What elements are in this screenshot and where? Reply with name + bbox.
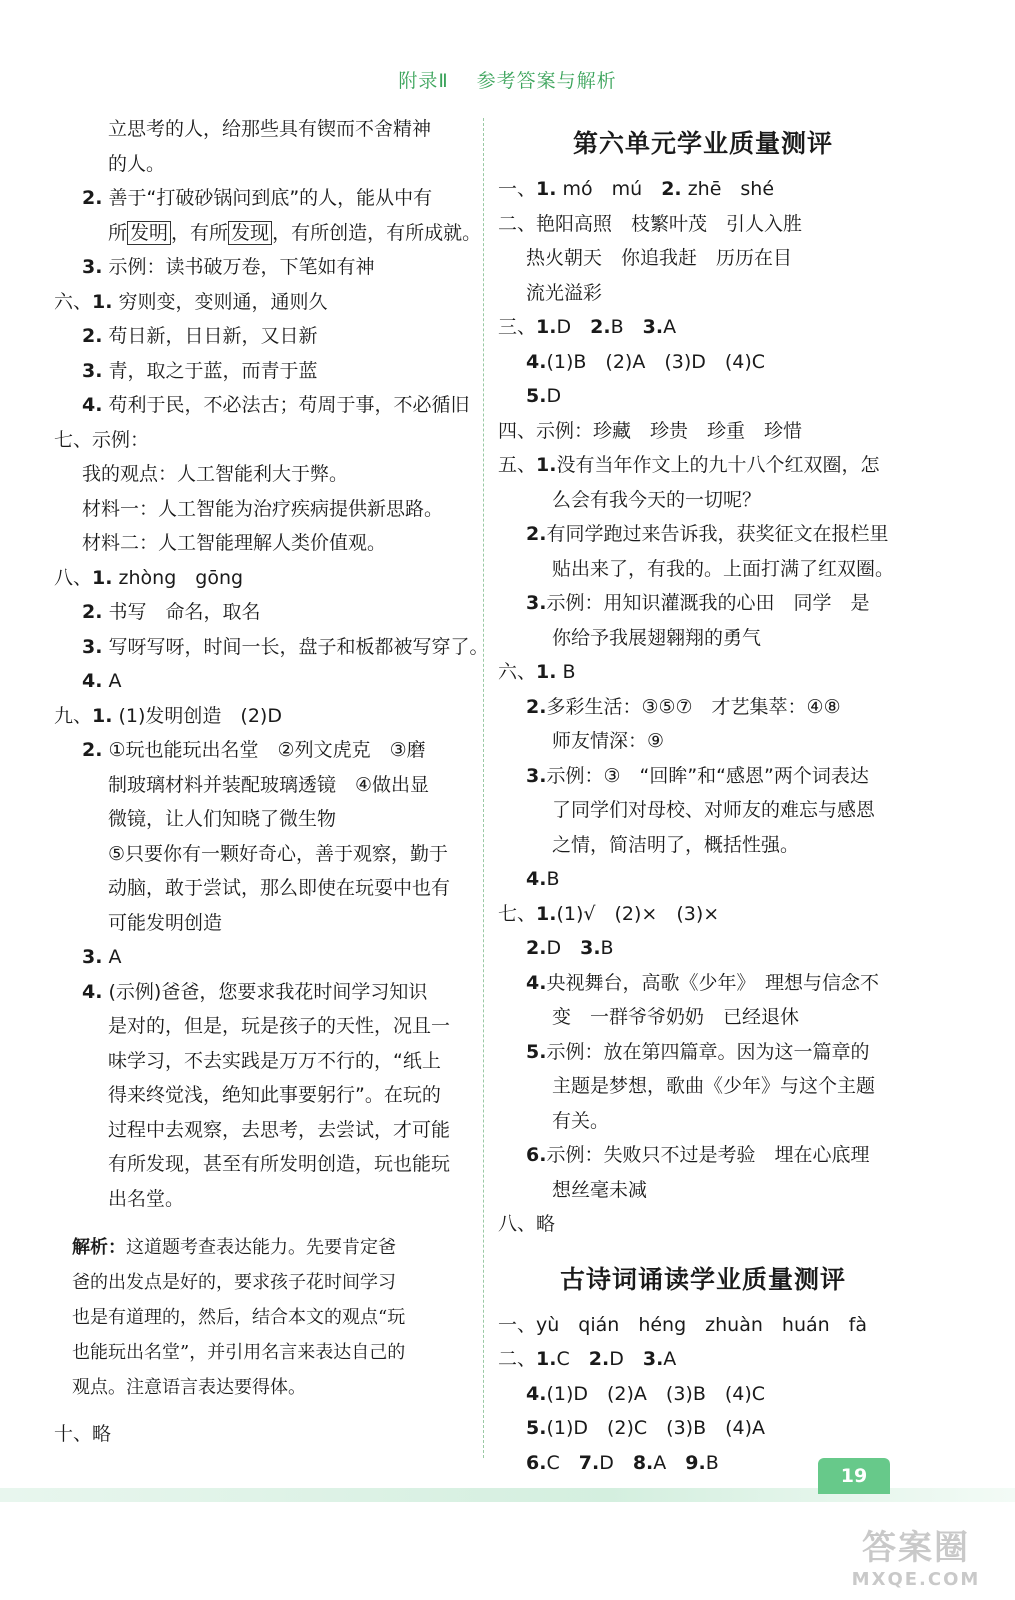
item-number: 3.	[642, 1348, 664, 1370]
answer-line	[54, 664, 464, 699]
section-prefix: 五、	[498, 454, 537, 476]
answer-line: 流光溢彩	[526, 281, 603, 304]
item-number: 3.	[526, 764, 547, 787]
answer-line	[498, 1411, 908, 1446]
answer-line: 的人。	[108, 152, 166, 175]
answer-line	[498, 448, 908, 483]
answer-line: 想丝毫未减	[552, 1178, 648, 1201]
answer-line: 动脑，敢于尝试，那么即使在玩耍中也有	[108, 877, 451, 899]
item-number: 2.	[526, 523, 547, 545]
section-prefix: 七、	[54, 428, 93, 451]
answer-text: 所	[108, 221, 128, 244]
answer-line	[498, 966, 908, 1001]
answer-line: 我的观点：人工智能利大于弊。	[82, 463, 349, 485]
item-number: 3.	[82, 256, 103, 278]
answer-text: 示例：失败只不过是考验 埋在心底理	[546, 1144, 870, 1166]
item-number: 3.	[642, 316, 664, 338]
answer-text: C	[546, 1451, 579, 1474]
answer-line	[498, 1207, 908, 1242]
item-number: 1.	[536, 316, 557, 338]
answer-text: (1)发明创造 (2)D	[118, 704, 282, 727]
answer-text: D	[556, 316, 591, 338]
answer-line	[498, 690, 908, 725]
boxed-word: 发现	[228, 221, 272, 245]
item-number: 3.	[82, 946, 103, 968]
answer-line: 味学习，不去实践是万万不行的，“纸上	[108, 1049, 441, 1072]
section-prefix: 十、	[54, 1423, 93, 1445]
answer-text: 示例：用知识灌溉我的心田 同学 是	[546, 592, 870, 614]
answer-line	[54, 388, 470, 423]
item-number: 3.	[526, 592, 547, 614]
item-number: 4.	[526, 350, 547, 373]
answer-line	[498, 345, 908, 380]
item-number: 2.	[82, 739, 103, 761]
answer-text: 苟利于民，不必法古；苟周于事，不必循旧	[108, 394, 470, 416]
answer-line	[54, 699, 464, 734]
section-prefix: 一、	[498, 1313, 537, 1336]
answer-text: A	[108, 670, 122, 692]
item-number: 4.	[82, 670, 103, 692]
answer-line: 过程中去观察，去思考，去尝试，才可能	[108, 1118, 451, 1141]
item-number: 2.	[526, 937, 547, 959]
section-title: 第六单元学业质量测评	[572, 129, 833, 158]
answer-line	[54, 250, 464, 285]
answer-line	[498, 207, 908, 242]
answer-line: 你给予我展翅翱翔的勇气	[552, 626, 762, 649]
item-number: 1.	[92, 704, 113, 727]
appendix-label: 附录Ⅱ	[398, 70, 449, 92]
answer-line: 有所发现，甚至有所发明创造，玩也能玩	[108, 1153, 451, 1175]
section-prefix: 三、	[498, 316, 537, 338]
answer-line	[54, 216, 482, 251]
answer-line	[54, 181, 464, 216]
answer-line	[54, 354, 464, 389]
section-prefix: 七、	[498, 902, 537, 925]
answer-line	[498, 1035, 908, 1070]
item-number: 8.	[632, 1451, 654, 1474]
answer-line	[498, 1377, 908, 1412]
item-number: 9.	[685, 1451, 706, 1474]
answer-line	[54, 285, 464, 320]
answer-text: B	[610, 316, 643, 338]
answer-line: 热火朝天 你追我赶 历历在目	[526, 247, 793, 269]
answer-text: 书写 命名，取名	[108, 601, 261, 623]
answer-line: 立思考的人，给那些具有锲而不舍精神	[108, 118, 432, 140]
answer-line	[54, 975, 464, 1010]
answer-text: D	[609, 1348, 643, 1370]
answer-text: 没有当年作文上的九十八个红双圈，怎	[556, 454, 880, 476]
answer-text: B	[600, 937, 614, 959]
answer-line	[498, 655, 908, 690]
answer-line	[498, 414, 908, 449]
answer-text: (示例)爸爸，您要求我花时间学习知识	[108, 980, 428, 1003]
item-number: 3.	[580, 937, 601, 959]
item-number: 4.	[526, 971, 547, 994]
item-number: 4.	[82, 394, 103, 416]
answer-text: A	[663, 1348, 677, 1370]
answer-line: 主题是梦想，歌曲《少年》与这个主题	[552, 1075, 876, 1097]
answer-text: 示例：珍藏 珍贵 珍重 珍惜	[536, 419, 803, 442]
answer-text: (1)√ (2)× (3)×	[556, 902, 720, 925]
answer-text: 略	[536, 1213, 556, 1235]
section-prefix: 二、	[498, 1348, 537, 1370]
boxed-word: 发明	[127, 221, 171, 245]
item-number: 4.	[82, 980, 103, 1003]
section-prefix: 四、	[498, 419, 537, 442]
answer-line: 么会有我今天的一切呢？	[552, 488, 762, 511]
answer-text: A	[108, 946, 122, 968]
item-number: 1.	[536, 902, 557, 925]
answer-line: 出名堂。	[108, 1187, 185, 1210]
answer-line	[498, 931, 908, 966]
answer-line	[54, 595, 464, 630]
watermark-title: 答案圈	[862, 1528, 970, 1568]
answer-text: 示例：	[92, 428, 150, 451]
answer-text: D	[546, 385, 562, 407]
answer-line: 变 一群爷爷奶奶 已经退休	[552, 1006, 800, 1028]
right-column	[498, 112, 908, 1480]
answer-text: mó mú	[562, 178, 662, 200]
page-header	[0, 66, 1015, 93]
item-number: 4.	[526, 868, 547, 890]
item-number: 5.	[526, 385, 547, 407]
answer-text: B	[562, 661, 576, 683]
answer-line: 材料一：人工智能为治疗疾病提供新思路。	[82, 497, 444, 520]
answer-line	[54, 423, 464, 458]
answer-line	[498, 1308, 908, 1343]
item-number: 1.	[536, 1348, 557, 1370]
answer-text: zhòng gōng	[118, 566, 244, 589]
item-number: 6.	[526, 1144, 547, 1166]
answer-line: 得来终觉浅，绝知此事要躬行”。在玩的	[108, 1084, 441, 1106]
answer-line	[54, 940, 464, 975]
section-title: 古诗词诵读学业质量测评	[559, 1264, 846, 1294]
answer-text: 略	[92, 1423, 112, 1445]
answer-text: (1)D (2)A (3)B (4)C	[546, 1382, 766, 1405]
analysis-line	[54, 1230, 464, 1265]
answer-line	[498, 379, 908, 414]
answer-text: 有同学跑过来告诉我，获奖征文在报栏里	[546, 523, 889, 545]
answer-line: 了同学们对母校、对师友的难忘与感恩	[552, 799, 876, 821]
answer-line: 有关。	[552, 1109, 610, 1132]
section-prefix: 八、	[498, 1213, 537, 1235]
item-number: 3.	[82, 359, 103, 382]
answer-line	[498, 586, 908, 621]
analysis-line: 爸的出发点是好的，要求孩子花时间学习	[72, 1272, 396, 1293]
answer-text: 艳阳高照 枝繁叶茂 引人入胜	[536, 212, 803, 235]
item-number: 3.	[82, 635, 103, 658]
item-number: 1.	[536, 661, 557, 683]
analysis-text: 这道题考查表达能力。先要肯定爸	[126, 1237, 396, 1258]
answer-line: 师友情深：⑨	[552, 730, 665, 752]
answer-text: ①玩也能玩出名堂 ②列文虎克 ③磨	[108, 739, 426, 761]
answer-line: 制玻璃材料并装配玻璃透镜 ④做出显	[108, 773, 430, 796]
item-number: 2.	[661, 178, 682, 200]
answer-line: 可能发明创造	[108, 911, 223, 934]
answer-line: 贴出来了，有我的。上面打满了红双圈。	[552, 557, 895, 580]
item-number: 1.	[92, 566, 113, 589]
page-number: 19	[818, 1458, 890, 1494]
section-prefix: 六、	[54, 290, 93, 313]
section-prefix: 九、	[54, 704, 93, 727]
item-number: 6.	[526, 1451, 547, 1474]
item-number: 1.	[92, 290, 113, 313]
header-title: 参考答案与解析	[476, 70, 617, 92]
answer-text: A	[663, 316, 677, 338]
answer-line: 是对的，但是，玩是孩子的天性，况且一	[108, 1015, 451, 1037]
answer-line	[54, 733, 464, 768]
item-number: 2.	[82, 325, 103, 347]
answer-line	[498, 310, 908, 345]
answer-text: 多彩生活：③⑤⑦ 才艺集萃：④⑧	[546, 695, 841, 718]
answer-line: 微镜，让人们知晓了微生物	[108, 808, 337, 830]
answer-line: 材料二：人工智能理解人类价值观。	[82, 532, 387, 554]
answer-text: D	[546, 937, 581, 959]
analysis-line: 观点。注意语言表达要得体。	[72, 1377, 306, 1398]
answer-line	[54, 1417, 464, 1452]
answer-line: 之情，简洁明了，概括性强。	[552, 833, 800, 856]
answer-line	[498, 897, 908, 932]
answer-line	[498, 172, 908, 207]
item-number: 2.	[526, 695, 547, 718]
item-number: 2.	[82, 601, 103, 623]
answer-text: 示例：③ “回眸”和“感恩”两个词表达	[546, 764, 869, 787]
answer-text: D	[599, 1451, 633, 1474]
answer-line	[498, 759, 908, 794]
answer-text: 示例：读书破万卷，下笔如有神	[108, 256, 375, 278]
answer-text: 穷则变，变则通，通则久	[118, 290, 328, 313]
answer-line	[54, 561, 464, 596]
answer-text: A	[653, 1451, 686, 1474]
analysis-label: 解析：	[72, 1237, 126, 1258]
answer-text: ，有所	[171, 221, 229, 244]
answer-line	[54, 630, 489, 665]
item-number: 4.	[526, 1382, 547, 1405]
answer-text: 示例：放在第四篇章。因为这一篇章的	[546, 1040, 870, 1063]
left-column	[54, 112, 489, 1452]
answer-line	[498, 517, 908, 552]
section-prefix: 二、	[498, 212, 537, 235]
watermark-url: MXQE.COM	[851, 1569, 981, 1590]
answer-line	[498, 1342, 908, 1377]
answer-text: (1)B (2)A (3)D (4)C	[546, 350, 766, 373]
answer-line	[498, 862, 908, 897]
item-number: 1.	[536, 178, 557, 200]
answer-text: 央视舞台，高歌《少年》 理想与信念不	[546, 971, 879, 994]
answer-line: ⑤只要你有一颗好奇心，善于观察，勤于	[108, 842, 449, 865]
item-number: 5.	[526, 1417, 547, 1439]
answer-text: yù qián héng zhuàn huán fà	[536, 1313, 868, 1336]
answer-text: zhē shé	[687, 178, 775, 200]
item-number: 7.	[578, 1451, 600, 1474]
answer-text: C	[556, 1348, 589, 1370]
analysis-line: 也是有道理的，然后，结合本文的观点“玩	[72, 1307, 406, 1328]
analysis-block	[54, 1230, 464, 1405]
section-prefix: 八、	[54, 566, 93, 589]
analysis-line: 也能玩出名堂”，并引用名言来表达自己的	[72, 1342, 406, 1363]
answer-text: 写呀写呀，时间一长，盘子和板都被写穿了。	[108, 635, 489, 658]
item-number: 1.	[536, 454, 557, 476]
item-number: 2.	[588, 1348, 610, 1370]
answer-text: B	[546, 868, 560, 890]
answer-text: B	[705, 1451, 719, 1474]
answer-text: (1)D (2)C (3)B (4)A	[546, 1417, 766, 1439]
answer-line	[498, 1138, 908, 1173]
item-number: 5.	[526, 1040, 547, 1063]
answer-text: 苟日新，日日新，又日新	[108, 325, 318, 347]
column-divider	[483, 118, 484, 1458]
answer-line	[54, 319, 464, 354]
watermark-logo	[826, 1520, 1006, 1590]
section-prefix: 六、	[498, 661, 537, 683]
answer-text: 青，取之于蓝，而青于蓝	[108, 359, 318, 382]
answer-text: 善于“打破砂锅问到底”的人，能从中有	[108, 187, 433, 209]
item-number: 2.	[82, 187, 103, 209]
item-number: 2.	[590, 316, 611, 338]
section-prefix: 一、	[498, 178, 537, 200]
answer-text: ，有所创造，有所成就。	[272, 221, 482, 244]
